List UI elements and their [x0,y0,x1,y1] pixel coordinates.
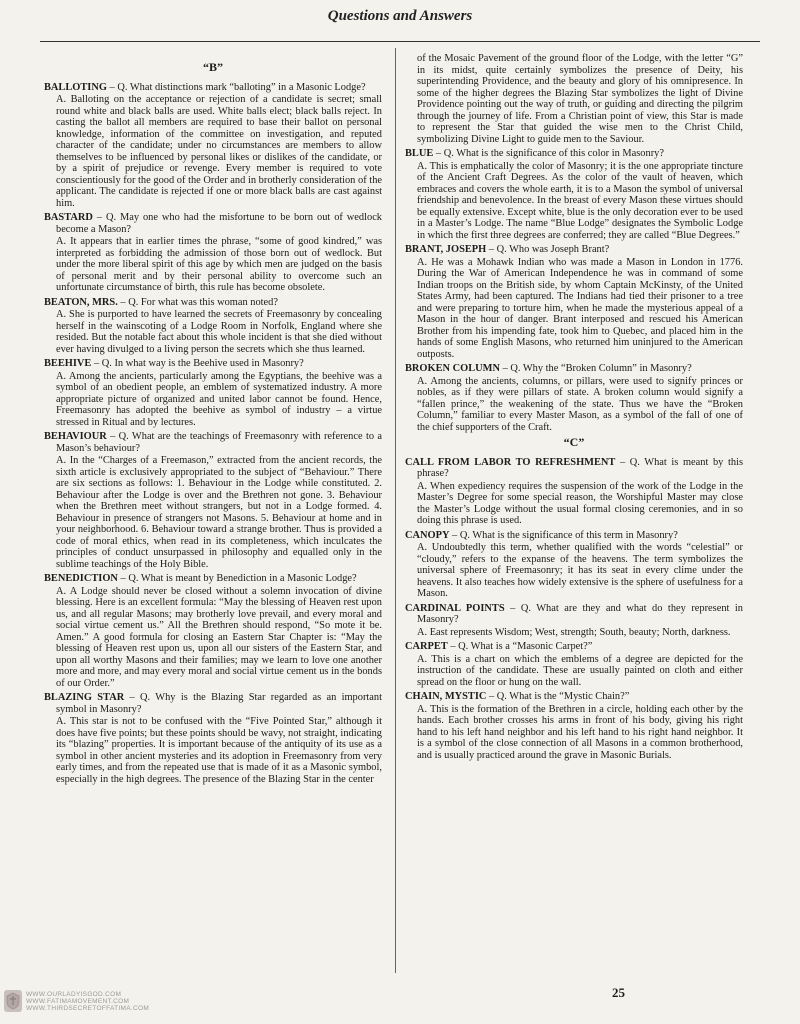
watermark-line: WWW.FATIMAMOVEMENT.COM [26,997,130,1005]
entry-answer: A. She is purported to have learned the secrets of Freemasonry by concealing herself in the wainscoting of a Lodge Room in Norfolk, England where she resided. But the notable fact about this whole incident is that she died without ever having divulged to a living person the secrets which she thus learned. [56,309,382,355]
entry-question-text: – Q. What is meant by Benediction in a Masonic Lodge? [117,573,357,584]
entry-question [405,457,743,480]
entry-question-text: – Q. What is a “Masonic Carpet?” [447,641,593,652]
entry-question-text: – Q. What is the significance of this term in Masonry? [449,529,678,541]
entry-question-text: – Q. May one who had the misfortune to be born out of wedlock become a Mason? [56,212,382,235]
qa-entry [405,363,743,433]
entry-term: BLAZING STAR [44,692,125,703]
entry-question [405,530,743,542]
entry-question-text: – Q. Why is the Blazing Star regarded as an important symbol in Masonry? [56,692,382,715]
entry-question-text: – Q. Why the “Broken Column” in Masonry? [499,363,692,374]
entry-question-text: – Q. What are the teachings of Freemasonry with reference to a Mason’s behaviour? [56,431,382,454]
entry-question [44,212,382,235]
entry-term: BALLOTING [44,81,107,93]
entry-question [405,641,743,653]
entry-answer: A. In the “Charges of a Freemason,” extracted from the ancient records, the sixth article is exclusively appropriated to the subject of “Behaviour.” There are six sections as follows: 1. Behaviour in the Lodge while constituted. 2. Behaviour after the Lodge is over and the Brethren not gone. 3. Behaviour when the Brethren meet without strangers, but not in a Lodge formed. 4. Behaviour in presence of strangers not Masons. 5. Behaviour at home and in your neighborhood. 6. Behaviour toward a strange brother. Thus is provided a code of moral ethics, when read in its completeness, which inculcates the principles of conduct unsurpassed in philosophy and equalled only in the sublime teachings of the Holy Bible. [56,455,382,570]
entry-question [44,358,382,370]
section-heading: “C” [563,435,585,449]
qa-entry [405,148,743,241]
entry-term: BLUE [405,148,434,159]
entry-answer: A. This star is not to be confused with the “Five Pointed Star,” although it does have five points; but these points should be wavy, not straight, indicating its “blazing” properties. It is important because of the antiquity of its use as a symbol in other ancient mysteries and its adoption in Freemasonry from very early times, and from the repeated use that is made of it as a Masonic symbol, especially in the high degrees. The presence of the Blazing Star in the center [56,716,382,785]
qa-entry [405,244,743,360]
watermark-logo-icon [4,990,22,1012]
entry-question [405,691,743,703]
entry-answer: A. East represents Wisdom; West, strength; South, beauty; North, darkness. [417,626,731,638]
page-number: 25 [612,985,625,1000]
watermark-line: WWW.OURLADYISGOD.COM [26,990,122,998]
watermark-line: WWW.THIRDSECRETOFFATIMA.COM [26,1004,150,1012]
entry-question-text: – Q. Who was Joseph Brant? [486,244,610,255]
qa-entry [44,212,382,294]
entry-continuation [405,53,743,145]
entry-term: BEATON, MRS. [44,296,118,308]
section-heading: “B” [202,60,223,74]
entry-question-text: – Q. What is meant by this phrase? [417,456,743,479]
qa-entry [405,603,743,639]
watermark [4,990,149,1012]
entry-question [44,82,382,94]
entry-answer: A. A Lodge should never be closed without a solemn invocation of divine blessing. Here is an excellent formula: “May the blessing of Heaven rest upon us, and all regular Masons; may brotherly love prevail, and every moral and social virtue cement us.” All the Brethren should respond, “So mote it be. Amen.” A good formula for closing an Eastern Star Chapter is: “May the blessing of Heaven rest upon us, upon all our sisters of the Eastern Star, and upon all worthy Masons and their families; may we learn to love one another more and more, and may every moral and social virtue cement us in the bonds of our Order.” [56,585,382,689]
page-header: Questions and Answers [327,8,473,24]
entry-answer: A. This is emphatically the color of Masonry; it is the one appropriate tincture of the Ancient Craft Degrees. As the color of the vault of heaven, which embraces and covers the whole earth, it is to a Mason the symbol of universal friendship and benevolence. In the breast of every Mason these virtues should be equally extensive. Except white, blue is the only decoration ever to be used in a Master’s Lodge. The name “Blue Lodge” designates the Symbolic Lodge in which the first three degrees are conferred; they are called “Blue Degrees.” [417,160,743,241]
qa-entry [405,691,743,761]
entry-question-text: – Q. What distinctions mark “balloting” in a Masonic Lodge? [106,81,366,93]
entry-question-text: – Q. In what way is the Beehive used in Masonry? [91,358,304,369]
entry-question [405,244,743,256]
right-column [405,52,743,764]
entry-question [44,692,382,715]
entry-term: BRANT, JOSEPH [405,244,487,255]
entry-term: CANOPY [405,529,450,541]
entry-term: CALL FROM LABOR TO REFRESHMENT [405,456,616,468]
entry-question-text: – Q. What is the “Mystic Chain?” [486,691,630,702]
qa-entry [44,431,382,570]
entry-term: BASTARD [44,212,93,223]
entry-answer: of the Mosaic Pavement of the ground floor of the Lodge, with the letter “G” in its midst, quite certainly symbolizes the presence of Deity, his superintending Providence, and the beauty and glory of his omnipresence. In some of the higher degrees the Blazing Star symbolizes the light of Divine Providence pointing out the way of truth, or guiding and directing the pilgrim through the journey of life. From a Christian point of view, this Star is made to represent the Star that guided the wise men to the Christ Child, symbolizing Divine Light to guide men to the Saviour. [417,53,743,145]
entry-term: CARPET [405,641,448,652]
entry-answer: A. Among the ancients, columns, or pillars, were used to signify princes or nobles, as if they were pillars of state. A broken column would signify a “fallen prince,” the weakening of the state. Thus we have the “Broken Column,” familiar to every Master Mason, as a symbol of the fall of one of the chief supporters of the Craft. [417,375,743,433]
entry-question [405,148,743,160]
entry-question [44,297,382,309]
qa-entry [405,641,743,688]
entry-term: CHAIN, MYSTIC [405,691,487,702]
entry-question-text: – Q. What are they and what do they represent in Masonry? [417,602,743,625]
column-divider [395,48,396,973]
entry-question-text: – Q. What is the significance of this color in Masonry? [433,148,664,159]
entry-answer: A. Balloting on the acceptance or rejection of a candidate is secret; small round white and black balls are used. White balls elect; black balls reject. In casting the ballot all members are required to base their ballot on personal knowledge, information of the committee on investigation, and reputed character of the candidate; under no circumstances are members to allow themselves to be influenced by personal likes or dislikes of the candidate, or by a spirit of prejudice or revenge. Every member is required to vote conscientiously for the good of the Order and in brotherly consideration of the applicant. The candidate is rejected if one or more black balls are cast against him. [56,94,382,209]
entry-term: BEHAVIOUR [44,431,107,442]
entry-answer: A. It appears that in earlier times the phrase, “some of good kindred,” was interpreted as forbidding the admission of those born out of wedlock. But under the more liberal spirit of this age by which men are judged on the basis of personal merit and by their personal ability to overcome such an unfortunate circumstance of birth, this rule has become obsolete. [56,236,382,293]
entry-answer: A. He was a Mohawk Indian who was made a Mason in London in 1776. During the War of American Independence he was in command of some Indian troops on the British side, by whom Captain McKinsty, of the United States Army, had been captured. The Indians had tied their prisoner to a tree and were preparing to torture him, when he made the mysterious appeal of a Mason in the hour of danger. Brant interposed and rescued his American Brother from his impending fate, took him to Quebec, and placed him in the hands of some English Masons, who returned him uninjured to the American outposts. [417,256,743,360]
qa-entry [44,692,382,785]
entry-question [44,573,382,585]
entry-answer: A. This is a chart on which the emblems of a degree are depicted for the instruction of the candidate. These are usually painted on cloth and either spread on the floor or hung on the wall. [417,653,743,688]
qa-entry [405,530,743,600]
entry-term: BENEDICTION [44,573,118,584]
qa-entry [44,358,382,428]
qa-entry [44,82,382,210]
entry-term: BROKEN COLUMN [405,363,500,374]
entry-answer: A. Undoubtedly this term, whether qualified with the words “celestial” or “cloudy,” refers to the expanse of the heavens. The term symbolizes the universal sphere of Freemasonry; it has its seat in every clime under the heavens. It also teaches how widely extensive is the sphere of usefulness for a Mason. [417,542,743,599]
entry-term: BEEHIVE [44,358,92,369]
qa-entry [44,573,382,689]
watermark-text [26,991,149,1012]
entry-answer: A. Among the ancients, particularly among the Egyptians, the beehive was a symbol of an obedient people, an emblem of systematized industry. A more appropriate picture of organized and united labor cannot be found. Hence, Freemasonry has adopted the beehive as symbol of industry – a virtue stressed in Ritual and by lectures. [56,370,382,428]
entry-question [44,431,382,454]
entry-question [405,363,743,375]
entry-answer: A. When expediency requires the suspension of the work of the Lodge in the Master’s Degree for some special reason, the Worshipful Master may close the Master’s Lodge without the usual formal closing ceremonies, and in so doing this phrase is used. [417,480,743,526]
qa-entry [44,297,382,356]
entry-term: CARDINAL POINTS [405,602,505,614]
entry-question-text: – Q. For what was this woman noted? [117,296,278,308]
entry-answer: A. This is the formation of the Brethren in a circle, holding each other by the hands. Each brother crosses his arms in front of his body, giving his right hand to his left hand neighbor and his left hand to his right hand neighbor. It is a symbol of the close connection of all Masons in a common brotherhood, and is usually practiced around the grave in Masonic Burials. [417,703,743,761]
header-rule [40,41,760,42]
left-column [44,58,382,788]
qa-entry [405,457,743,527]
entry-question [405,603,743,626]
